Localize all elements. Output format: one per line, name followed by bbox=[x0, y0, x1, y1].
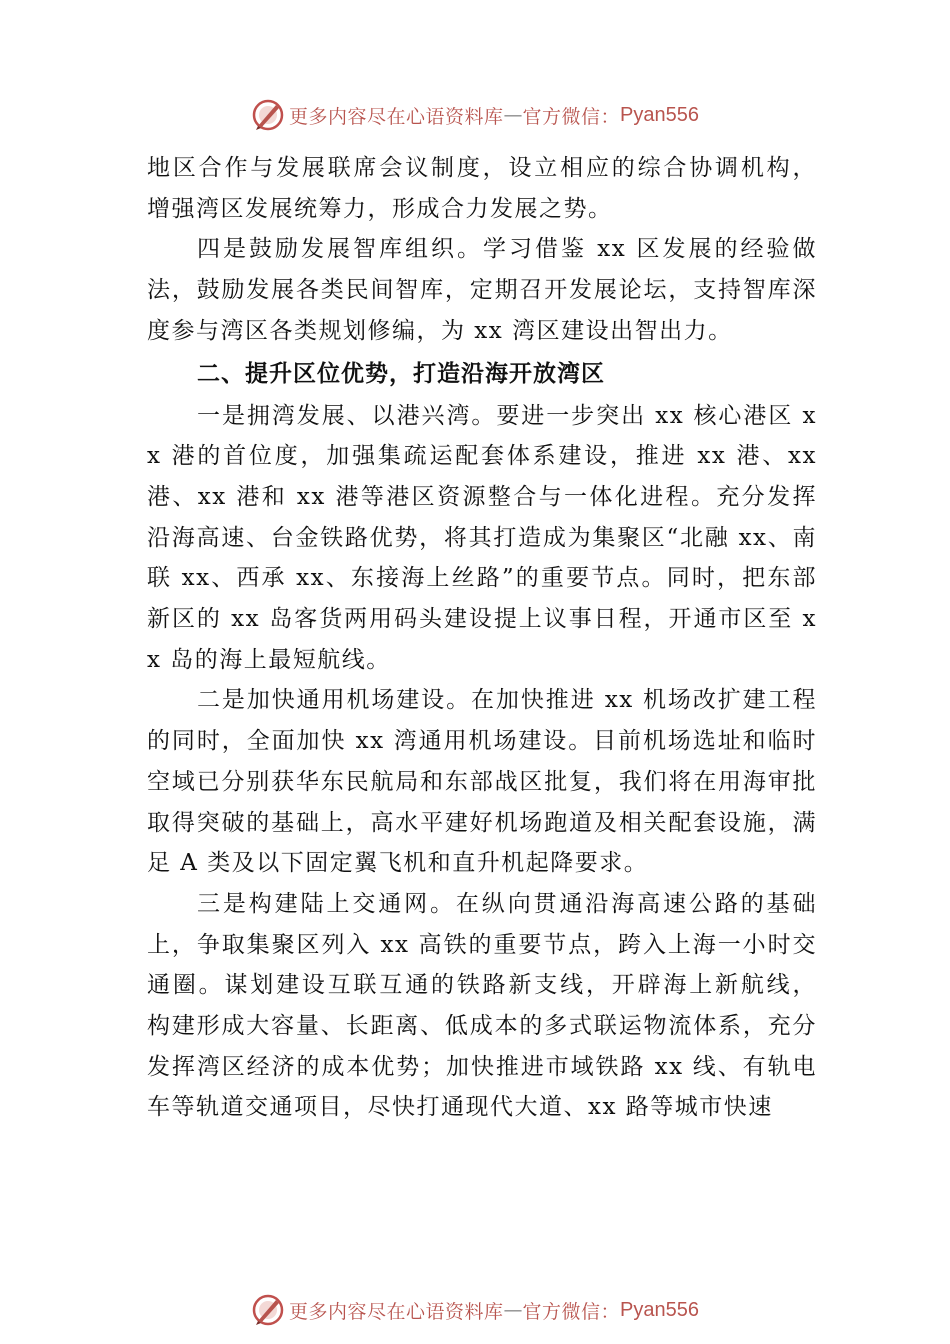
banner-account: Pyan556 bbox=[620, 1298, 699, 1321]
pen-logo-icon bbox=[251, 98, 285, 132]
footer-watermark bbox=[0, 1290, 950, 1330]
banner-text: 更多内容尽在心语资料库 bbox=[289, 1300, 504, 1323]
banner-text: 更多内容尽在心语资料库 bbox=[289, 105, 504, 128]
banner-separator: — bbox=[503, 1299, 523, 1321]
document-body bbox=[147, 148, 817, 1128]
banner-account: Pyan556 bbox=[620, 103, 699, 126]
paragraph-continued: 地区合作与发展联席会议制度，设立相应的综合协调机构， 增强湾区发展统筹力，形成合力发展之势。 bbox=[147, 155, 817, 222]
paragraph-think-tank: 四是鼓励发展智库组织。学习借鉴 xx 区发展的经验做法，鼓励发展各类民间智库，定期召开发展论坛，支持智库深度参与湾区各类规划修编，为 xx 湾区建设出智出力。 bbox=[147, 236, 817, 344]
section-heading: 二、提升区位优势，打造沿海开放湾区 bbox=[197, 360, 605, 387]
banner-wechat-label: 官方微信： bbox=[522, 105, 621, 128]
paragraph-land-transport: 三是构建陆上交通网。在纵向贯通沿海高速公路的基础上，争取集聚区列入 xx 高铁的重要节点，跨入上海一小时交通圈。谋划建设互联互通的铁路新支线，开辟海上新航线， 构建形成大容量、长距离、低成本的多式联运物流体系，充分发挥湾区经济的成本优势；加快推进市域铁路 xx 线、有轨电车等轨道交通项目，尽快打通现代大道、xx 路等城市快速 bbox=[147, 890, 817, 1121]
paragraph-ports: 一是拥湾发展、以港兴湾。要进一步突出 xx 核心港区 xx 港的首位度，加强集疏运配套体系建设，推进 xx 港、xx 港、xx 港和 xx 港等港区资源整合与一体化进程。充分发挥沿海高速、台金铁路优势，将其打造成为集聚区“北融 xx、南联 xx、西承 xx、东接海上丝路”的重要节点。同时，把东部新区的 xx 岛客货两用码头建设提上议事日程，开通市区至 xx 岛的海上最短航线。 bbox=[147, 402, 817, 673]
banner-wechat-label: 官方微信： bbox=[522, 1300, 621, 1323]
paragraph-airport: 二是加快通用机场建设。在加快推进 xx 机场改扩建工程的同时，全面加快 xx 湾通用机场建设。目前机场选址和临时空域已分别获华东民航局和东部战区批复，我们将在用海审批取得突破的基础上，高水平建好机场跑道及相关配套设施，满足 A 类及以下固定翼飞机和直升机起降要求。 bbox=[147, 687, 817, 877]
header-watermark bbox=[0, 95, 950, 135]
banner-separator: — bbox=[503, 104, 523, 126]
pen-logo-icon bbox=[251, 1293, 285, 1327]
